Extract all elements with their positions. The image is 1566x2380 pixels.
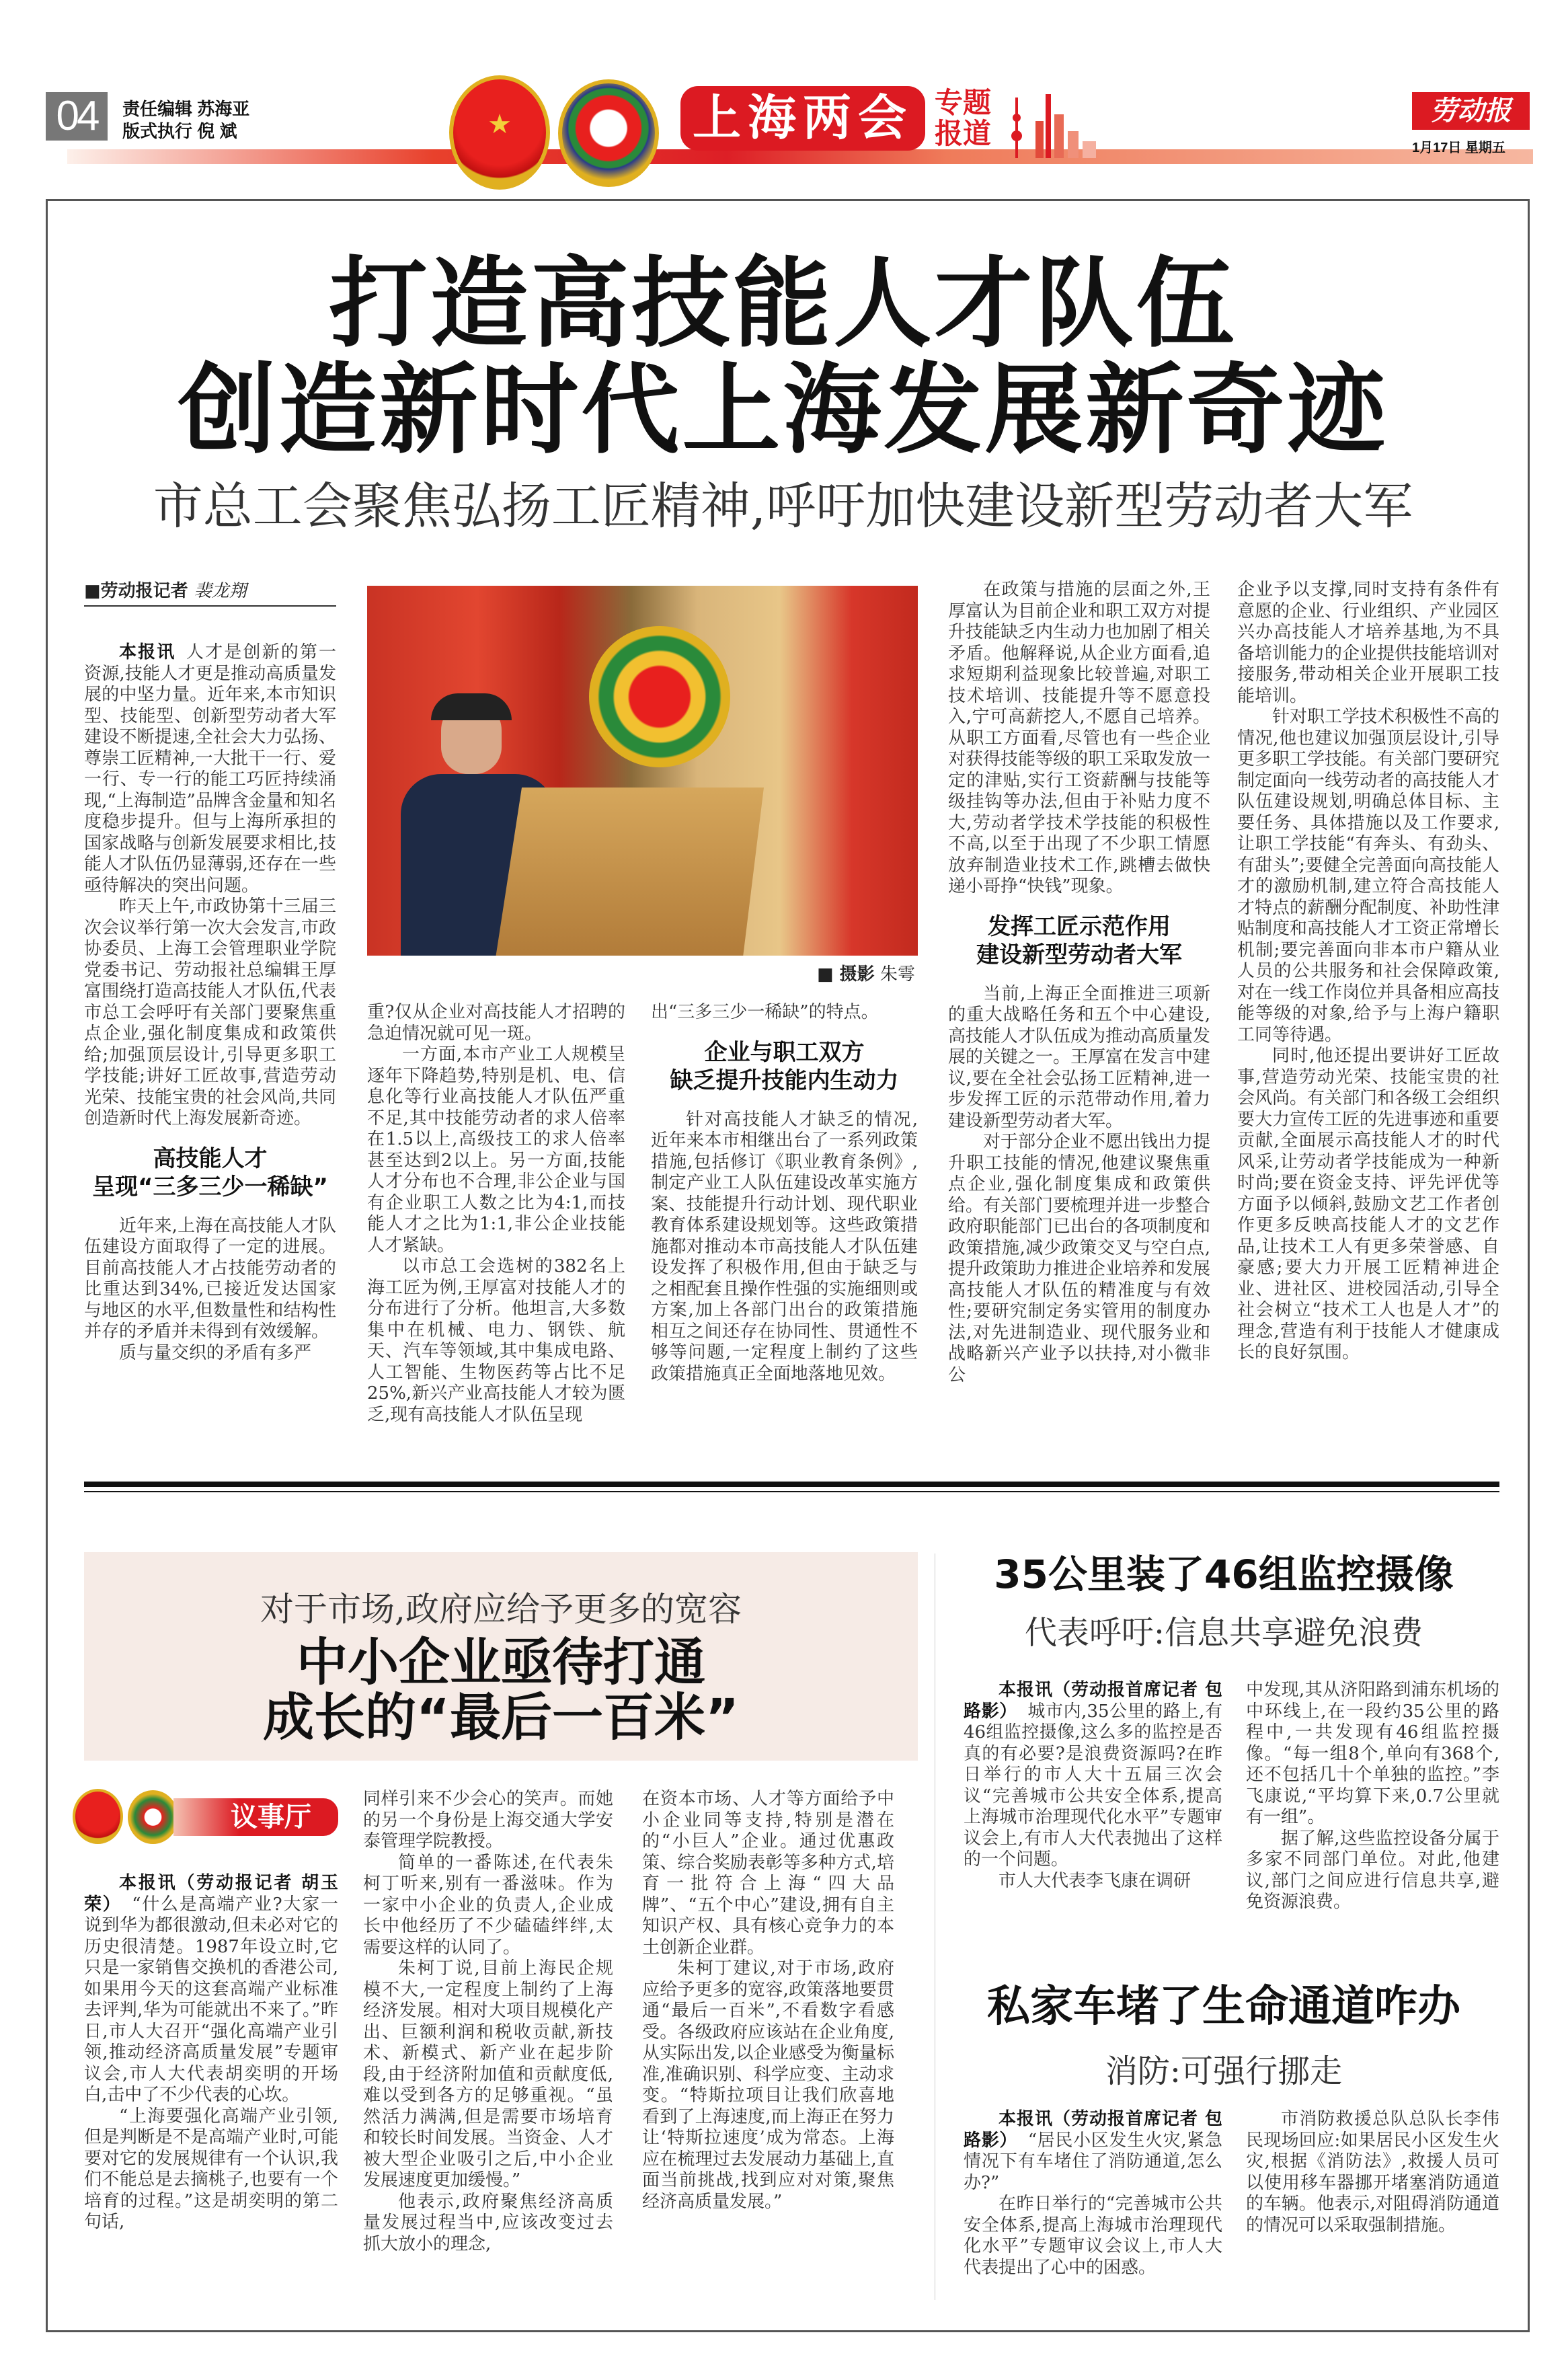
- subheadline: 市总工会聚焦弘扬工匠精神,呼吁加快建设新型劳动者大军: [153, 477, 1413, 535]
- speaker-hair: [431, 693, 512, 720]
- paragraph-text: 近年来,上海在高技能人才队伍建设方面取得了一定的进展。目前高技能人才占技能劳动者的比重达到34%,已接近发达国家与地区的水平,但数量性和结构性并存的矛盾并未得到有效缓解。: [84, 1215, 336, 1342]
- paragraph-text: 简单的一番陈述,在代表朱柯丁听来,别有一番滋味。作为一家中小企业的负责人,企业成长中他经历了不少磕磕绊绊,太需要这样的认同了。: [363, 1852, 613, 1958]
- paragraph: [948, 580, 1210, 898]
- paragraph-text: 中发现,其从济阳路到浦东机场的中环线上,在一段约35公里的路程中,一共发现有46组监控摄像。“每一组8个,单向有368个,还不包括几十个单独的监控。”李飞康说,“平均算下来,0.7公里就有一组”。: [1246, 1680, 1499, 1827]
- subhead-line: 企业与职工双方: [704, 1038, 865, 1066]
- dateline: 本报讯（劳动报记者 胡玉荣）: [84, 1873, 338, 1915]
- newspaper-logo: 劳动报: [1412, 92, 1530, 130]
- page-number: 04: [46, 92, 108, 141]
- paragraph: [84, 2106, 338, 2233]
- paragraph-text: 同样引来不少会心的笑声。而她的另一个身份是上海交通大学安泰管理学院教授。: [363, 1789, 613, 1851]
- subhead: [84, 1145, 336, 1201]
- paragraph: [642, 1789, 894, 1958]
- paragraph-text: “居民小区发生火灾,紧急情况下有车堵住了消防通道,怎么办?”: [964, 2130, 1222, 2193]
- paragraph-text: 他表示,政府聚焦经济高质量发展过程当中,应该改变过去抓大放小的理念,: [363, 2191, 613, 2254]
- headline-line2: 创造新时代上海发展新奇迹: [178, 353, 1388, 467]
- paragraph-text: 当前,上海正全面推进三项新的重大战略任务和五个中心建设,高技能人才队伍成为推动高质量发展的关键之一。王厚富在发言中建议,要在全社会弘扬工匠精神,进一步发挥工匠的示范带动作用,着力建设新型劳动者大军。: [948, 983, 1211, 1131]
- sme-headline-box: [84, 1552, 918, 1761]
- podium: [495, 788, 764, 956]
- paragraph-text: 出“三多三少一稀缺”的特点。: [651, 1002, 879, 1022]
- speaker-photo: [367, 586, 918, 956]
- paragraph-text: 针对职工学技术积极性不高的情况,他也建议加强顶层设计,引导更多职工学技能。有关部门要研究制定面向一线劳动者的高技能人才队伍建设规划,明确总体目标、主要任务、具体措施以及工作要求,让职工学技能“有奔头、有劲头、有甜头”;要健全完善面向高技能人才的激励机制,建立符合高技能人才特点的薪酬分配制度、补助性津贴制度和高技能人才工资正常增长机制;要完善面向非本市户籍从业人员的公共服务和社会保障政策,对在一线工作岗位并具备相应高技能等级的对象,给予与上海户籍职工同等待遇。: [1237, 707, 1500, 1045]
- paragraph: [367, 1044, 625, 1256]
- paragraph-text: 在资本市场、人才等方面给予中小企业同等支持,特别是潜在的“小巨人”企业。通过优惠政策、综合奖励表彰等多种方式,培育一批符合上海“四大品牌”、“五个中心”建设,拥有自主知识产权、具有核心竞争力的本土创新企业群。: [642, 1789, 894, 1958]
- paragraph: [948, 984, 1210, 1133]
- article-column: [367, 1002, 625, 1426]
- paragraph: [363, 1958, 613, 2192]
- subhead-line: 建设新型劳动者大军: [976, 941, 1182, 968]
- paragraph: [642, 1958, 894, 2213]
- paragraph-text: 城市内,35公里的路上,有46组监控摄像,这么多的监控是否真的有必要?是浪费资源吗?在昨日举行的市人大十五届三次会议“完善城市公共安全体系,提高上海城市治理现代化水平”专题审议会上,有市人大代表抛出了这样的一个问题。: [964, 1701, 1222, 1870]
- skyline-icon: [1002, 94, 1109, 158]
- article-column: [1246, 1680, 1499, 1913]
- paragraph-text: 市消防救援总队总队长李伟民现场回应:如果居民小区发生火灾,根据《消防法》,救援人员可以使用移车器挪开堵塞消防通道的车辆。他表示,对阻碍消防通道的情况可以采取强制措施。: [1246, 2109, 1499, 2235]
- subhead-line: 高技能人才: [153, 1145, 268, 1172]
- header-band: [67, 149, 1533, 164]
- paragraph-text: 企业予以支撑,同时支持有条件有意愿的企业、行业组织、产业园区兴办高技能人才培养基地,为不具备培训能力的企业提供技能培训对接服务,带动相关企业开展职工技能培训。: [1237, 580, 1500, 706]
- column-banner: [73, 1789, 338, 1846]
- dateline: 本报讯（劳动报首席记者 包路影）: [964, 1680, 1222, 1722]
- section-title: 上海两会: [680, 86, 925, 151]
- paragraph: [363, 1789, 613, 1853]
- paragraph-text: 在政策与措施的层面之外,王厚富认为目前企业和职工双方对提升技能缺乏内生动力也加剧了相关矛盾。他解释说,从企业方面看,追求短期利益现象比较普遍,对职工技术培训、技能提升等不愿意投入,宁可高薪挖人,不愿自己培养。从职工方面看,尽管也有一些企业对获得技能等级的职工采取发放一定的津贴,实行工资薪酬与技能等级挂钩等办法,但由于补贴力度不大,劳动者学技术学技能的积极性不高,以至于出现了不少职工情愿放弃制造业技术工作,跳槽去做快递小哥挣“快钱”现象。: [948, 580, 1211, 896]
- paragraph-text: 据了解,这些监控设备分属于多家不同部门单位。对此,他建议,部门之间应进行信息共享,避免资源浪费。: [1246, 1828, 1499, 1912]
- subhead-line: 发挥工匠示范作用: [988, 913, 1171, 940]
- paragraph-text: 一方面,本市产业工人规模呈逐年下降趋势,特别是机、电、信息化等行业高技能人才队伍严重不足,其中技能劳动者的求人倍率在1.5以上,高级技工的求人倍率甚至达到2以上。另一方面,技能人才分布也不合理,非公企业与国有企业职工人数之比为4:1,而技能人才之比为1:1,非公企业技能人才紧缺。: [367, 1044, 625, 1256]
- sme-kicker: 对于市场,政府应给予更多的宽容: [260, 1590, 742, 1629]
- paragraph: [651, 1002, 918, 1024]
- paragraph: [651, 1110, 918, 1385]
- camera-subheadline: 代表呼吁:信息共享避免浪费: [1024, 1614, 1423, 1652]
- paragraph-text: 对于部分企业不愿出钱出力提升职工技能的情况,他建议聚焦重点企业,强化制度集成和政策供给。有关部门要梳理并进一步整合政府职能部门已出台的各项制度和政策措施,减少政策交叉与空白点,提升政策助力推进企业培养和发展高技能人才队伍的精准度与有效性;要研究制定务实管用的制度办法,对先进制造业、现代服务业和战略新兴产业予以扶持,对小微非公: [948, 1132, 1211, 1385]
- dateline: 本报讯: [119, 642, 176, 662]
- subhead: [948, 913, 1210, 969]
- paragraph: [1237, 707, 1499, 1046]
- paragraph-text: 在昨日举行的“完善城市公共安全体系,提高上海城市治理现代化水平”专题审议会议上,市人大代表提出了心中的困惑。: [964, 2194, 1222, 2278]
- article-column: [1237, 580, 1499, 1364]
- headline-line1: 打造高技能人才队伍: [329, 247, 1237, 361]
- paragraph: [1237, 1046, 1499, 1364]
- article-column: [363, 1789, 613, 2255]
- paragraph: [367, 1002, 625, 1044]
- paragraph-text: “什么是高端产业?大家一说到华为都很激动,但未必对它的历史很清楚。1987年设立时,它只是一家销售交换机的香港公司,如果用今天的这套高端产业标准去评判,华为可能就出不来了。”昨日,市人大召开“强化高端产业引领,推动经济高质量发展”专题审议会,市人大代表胡奕明的开场白,击中了不少代表的心坎。: [84, 1894, 338, 2105]
- editor-line: 责任编辑 苏海亚: [122, 99, 250, 119]
- paragraph: [363, 1853, 613, 1959]
- caption-name: 朱雩: [879, 964, 915, 985]
- cppcc-emblem-icon: [128, 1790, 178, 1844]
- paragraph: [948, 1132, 1210, 1386]
- paragraph: [367, 1256, 625, 1426]
- paragraph-text: 重?仅从企业对高技能人才招聘的急迫情况就可见一斑。: [367, 1002, 625, 1044]
- layout-editor-line: 版式执行 倪 斌: [122, 121, 237, 141]
- article-column: [84, 1873, 338, 2233]
- section-subtitle: 专题报道: [935, 87, 992, 149]
- column-label: 议事厅: [173, 1798, 338, 1836]
- caption-label: ■ 摄影: [817, 964, 875, 985]
- paragraph-text: 针对高技能人才缺乏的情况,近年来本市相继出台了一系列政策措施,包括修订《职业教育条例》,制定产业工人队伍建设改革实施方案、技能提升行动计划、现代职业教育体系建设规划等。这些政策措施都对推动本市高技能人才队伍建设发挥了积极作用,但由于缺乏与之相配套且操作性强的实施细则或方案,加上各部门出台的政策措施相互之间还存在协同性、贯通性不够等问题,一定程度上制约了这些政策措施真正全面地落地见效。: [651, 1109, 918, 1384]
- subhead: [651, 1038, 918, 1095]
- paragraph: [84, 896, 336, 1130]
- sme-headline-line2: 成长的“最后一百米”: [263, 1687, 739, 1747]
- subhead-line: 缺乏提升技能内生动力: [670, 1067, 899, 1094]
- article-column: [964, 2109, 1222, 2278]
- paragraph-text: 人才是创新的第一资源,技能人才更是推动高质量发展的中坚力量。近年来,本市知识型、技能型、创新型劳动者大军建设不断提速,全社会大力弘扬、尊崇工匠精神,一大批干一行、爱一行、专一行的能工巧匠持续涌现,“上海制造”品牌含金量和知名度稳步提升。但与上海所承担的国家战略与创新发展要求相比,技能人才队伍仍显薄弱,还存在一些亟待解决的突出问题。: [84, 642, 336, 896]
- issue-date: 1月17日 星期五: [1412, 141, 1505, 155]
- sme-headline-line1: 中小企业亟待打通: [297, 1632, 705, 1692]
- national-emblem-icon: ★: [449, 75, 550, 190]
- paragraph: [84, 1343, 336, 1365]
- fire-headline: 私家车堵了生命通道咋办: [987, 1982, 1460, 2032]
- article-column: [948, 580, 1210, 1386]
- cppcc-emblem-icon: [558, 79, 659, 187]
- paragraph-text: 昨天上午,市政协第十三届三次会议举行第一次大会发言,市政协委员、上海工会管理职业学院党委书记、劳动报社总编辑王厚富围绕打造高技能人才队伍,代表市总工会呼吁有关部门要聚焦重点企业,强化制度集成和政策供给;加强顶层设计,引导更多职工学技能;讲好工匠故事,营造劳动光荣、技能宝贵的社会风尚,共同创造新时代上海发展新奇迹。: [84, 896, 336, 1128]
- paragraph: [964, 2194, 1222, 2278]
- subhead-line: 呈现“三多三少一稀缺”: [92, 1173, 328, 1200]
- paragraph: [84, 642, 336, 896]
- paragraph: [964, 2109, 1222, 2194]
- section-divider: [84, 1482, 1499, 1492]
- fire-subheadline: 消防:可强行挪走: [1105, 2052, 1343, 2090]
- paragraph: [363, 2192, 613, 2256]
- paragraph: [84, 1216, 336, 1343]
- article-column: [84, 642, 336, 1364]
- paragraph: [1246, 1680, 1499, 1829]
- article-column: [1246, 2109, 1499, 2236]
- camera-headline: 35公里装了46组监控摄像: [994, 1551, 1454, 1597]
- byline-label: ■劳动报记者: [84, 581, 188, 601]
- photo-caption: [817, 960, 915, 985]
- emblem-backdrop: [589, 626, 730, 767]
- article-column: [642, 1789, 894, 2213]
- byline: [84, 580, 336, 607]
- paragraph-text: 以市总工会选树的382名上海工匠为例,王厚富对技能人才的分布进行了分析。他坦言,大多数集中在机械、电力、钢铁、航天、汽车等领域,其中集成电路、人工智能、生物医药等占比不足25%,新兴产业高技能人才较为匮乏,现有高技能人才队伍呈现: [367, 1256, 625, 1425]
- paragraph-text: 同时,他还提出要讲好工匠故事,营造劳动光荣、技能宝贵的社会风尚。有关部门和各级工会组织要大力宣传工匠的先进事迹和重要贡献,全面展示高技能人才的时代风采,让劳动者学技能成为一种新时尚;要在资金支持、评先评优等方面予以倾斜,鼓励文艺工作者创作更多反映高技能人才的文艺作品,让技术工人有更多荣誉感、自豪感;要大力开展工匠精神进企业、进社区、进校园活动,引导全社会树立“技术工人也是人才”的理念,营造有利于技能人才健康成长的良好氛围。: [1237, 1046, 1500, 1362]
- national-emblem-icon: [73, 1789, 123, 1844]
- paragraph: [1246, 2109, 1499, 2236]
- paragraph: [1237, 580, 1499, 707]
- byline-name: 裴龙翔: [194, 581, 247, 601]
- paragraph: [84, 1873, 338, 2106]
- paragraph-text: 市人大代表李飞康在调研: [999, 1870, 1191, 1891]
- paragraph-text: 朱柯丁建议,对于市场,政府应给予更多的宽容,政策落地要贯通“最后一百米”,不看数字看感受。各级政府应该站在企业角度,从实际出发,以企业感受为衡量标准,准确识别、科学应变、主动求变。“特斯拉项目让我们欣喜地看到了上海速度,而上海正在努力让‘特斯拉速度’成为常态。上海应在梳理过去发展动力基础上,直面当前挑战,找到应对对策,聚焦经济高质量发展。”: [642, 1958, 894, 2212]
- paragraph-text: 朱柯丁说,目前上海民企规模不大,一定程度上制约了上海经济发展。相对大项目规模化产出、巨额利润和税收贡献,新技术、新模式、新产业在起步阶段,由于经济附加值和贡献度低,难以受到各方的足够重视。“虽然活力满满,但是需要市场培育和较长时间发展。当资金、人才被大型企业吸引之后,中小企业发展速度更加缓慢。”: [363, 1958, 613, 2190]
- paragraph: [964, 1680, 1222, 1871]
- paragraph: [964, 1871, 1222, 1892]
- paragraph-text: “上海要强化高端产业引领,但是判断是不是高端产业时,可能要对它的发展规律有一个认识,我们不能总是去摘桃子,也要有一个培育的过程。”这是胡奕明的第二句话,: [84, 2106, 338, 2232]
- paragraph-text: 质与量交织的矛盾有多严: [119, 1342, 312, 1363]
- article-column: [651, 1002, 918, 1385]
- paragraph: [1246, 1829, 1499, 1913]
- article-column: [964, 1680, 1222, 1892]
- dateline: 本报讯（劳动报首席记者 包路影）: [964, 2109, 1222, 2151]
